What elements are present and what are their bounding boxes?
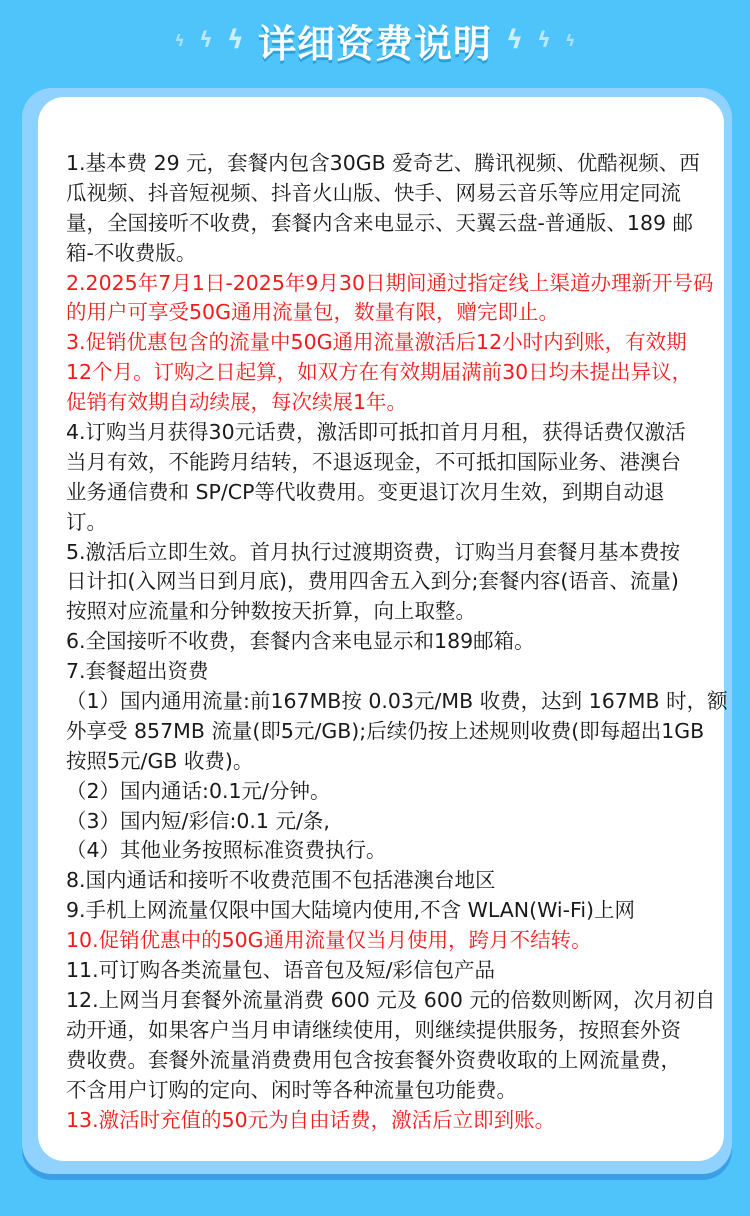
tariff-line: 3.促销优惠包含的流量中50G通用流量激活后12小时内到账，有效期: [66, 330, 687, 355]
bolt-icon: ϟ: [198, 28, 213, 52]
tariff-card: [38, 97, 728, 1161]
tariff-line: 促销有效期自动续展，每次续展1年。: [66, 390, 408, 415]
tariff-line: 6.全国接听不收费，套餐内含来电显示和189邮箱。: [66, 629, 535, 654]
tariff-item: [66, 986, 716, 1106]
tariff-line: 11.可订购各类流量包、语音包及短/彩信包产品: [66, 958, 496, 983]
tariff-line: 动开通，如果客户当月申请继续使用，则继续提供服务，按照套外资: [66, 1017, 681, 1042]
tariff-item: [66, 896, 706, 926]
tariff-item: [66, 627, 706, 657]
tariff-item: [66, 1106, 706, 1136]
tariff-line: 的用户可享受50G通用流量包，数量有限，赠完即止。: [66, 300, 559, 325]
tariff-line: 业务通信费和 SP/CP等代收费用。变更退订次月生效，到期自动退: [66, 479, 665, 504]
tariff-line: （3）国内短/彩信:0.1 元/条,: [66, 808, 330, 833]
tariff-line: 按照5元/GB 收费)。: [66, 748, 254, 773]
tariff-line: 外享受 857MB 流量(即5元/GB);后续仍按上述规则收费(即每超出1GB: [66, 718, 705, 743]
tariff-line: （2）国内通话:0.1元/分钟。: [66, 778, 331, 803]
tariff-line: 按照对应流量和分钟数按天折算，向上取整。: [66, 599, 476, 624]
tariff-item: [66, 657, 728, 866]
tariff-line: 4.订购当月获得30元话费，激活即可抵扣首月月租，获得话费仅激活: [66, 420, 686, 445]
tariff-line: 不含用户订购的定向、闲时等各种流量包功能费。: [66, 1077, 517, 1102]
bolt-icon: ϟ: [537, 28, 552, 52]
tariff-line: 2.2025年7月1日-2025年9月30日期间通过指定线上渠道办理新开号码: [66, 270, 714, 295]
tariff-line: 8.国内通话和接听不收费范围不包括港澳台地区: [66, 868, 496, 893]
tariff-line: 7.套餐超出资费: [66, 659, 209, 684]
card-frame: [22, 88, 732, 1174]
tariff-line: 12.上网当月套餐外流量消费 600 元及 600 元的倍数则断网，次月初自: [66, 987, 716, 1012]
tariff-list: [66, 149, 728, 1135]
tariff-item: [66, 269, 714, 329]
tariff-line: 费收费。套餐外流量消费费用包含按套餐外资费收取的上网流量费，: [66, 1047, 681, 1072]
bolt-icon: ϟ: [226, 25, 244, 55]
bolt-icon: ϟ: [174, 30, 185, 50]
tariff-line: 箱-不收费版。: [66, 240, 197, 265]
tariff-item: [66, 149, 706, 269]
tariff-item: [66, 538, 706, 628]
tariff-line: 订。: [66, 509, 107, 534]
tariff-item: [66, 926, 706, 956]
tariff-line: 1.基本费 29 元，套餐内包含30GB 爱奇艺、腾讯视频、优酷视频、西: [66, 151, 700, 175]
page-title: 详细资费说明: [257, 21, 492, 66]
tariff-line: 量，全国接听不收费，套餐内含来电显示、天翼云盘-普通版、189 邮: [66, 210, 694, 235]
bolt-icon: ϟ: [506, 25, 524, 55]
tariff-line: 当月有效，不能跨月结转，不退返现金，不可抵扣国际业务、港澳台: [66, 449, 681, 474]
tariff-line: （1）国内通用流量:前167MB按 0.03元/MB 收费，达到 167MB 时，额: [66, 689, 728, 714]
tariff-item: [66, 328, 706, 418]
tariff-item: [66, 418, 706, 538]
tariff-item: [66, 956, 706, 986]
tariff-item: [66, 866, 706, 896]
tariff-line: 9.手机上网流量仅限中国大陆境内使用,不含 WLAN(Wi-Fi)上网: [66, 898, 636, 923]
tariff-line: （4）其他业务按照标准资费执行。: [66, 838, 387, 863]
header: [0, 0, 750, 80]
tariff-line: 10.促销优惠中的50G通用流量仅当月使用，跨月不结转。: [66, 928, 592, 953]
tariff-line: 5.激活后立即生效。首月执行过渡期资费，订购当月套餐月基本费按: [66, 539, 681, 564]
tariff-line: 12个月。订购之日起算，如双方在有效期届满前30日均未提出异议，: [66, 360, 693, 385]
tariff-line: 瓜视频、抖音短视频、抖音火山版、快手、网易云音乐等应用定同流: [66, 180, 681, 205]
tariff-line: 日计扣(入网当日到月底)，费用四舍五入到分;套餐内容(语音、流量): [66, 569, 679, 594]
bolt-icon: ϟ: [565, 30, 576, 50]
tariff-line: 13.激活时充值的50元为自由话费，激活后立即到账。: [66, 1107, 556, 1132]
